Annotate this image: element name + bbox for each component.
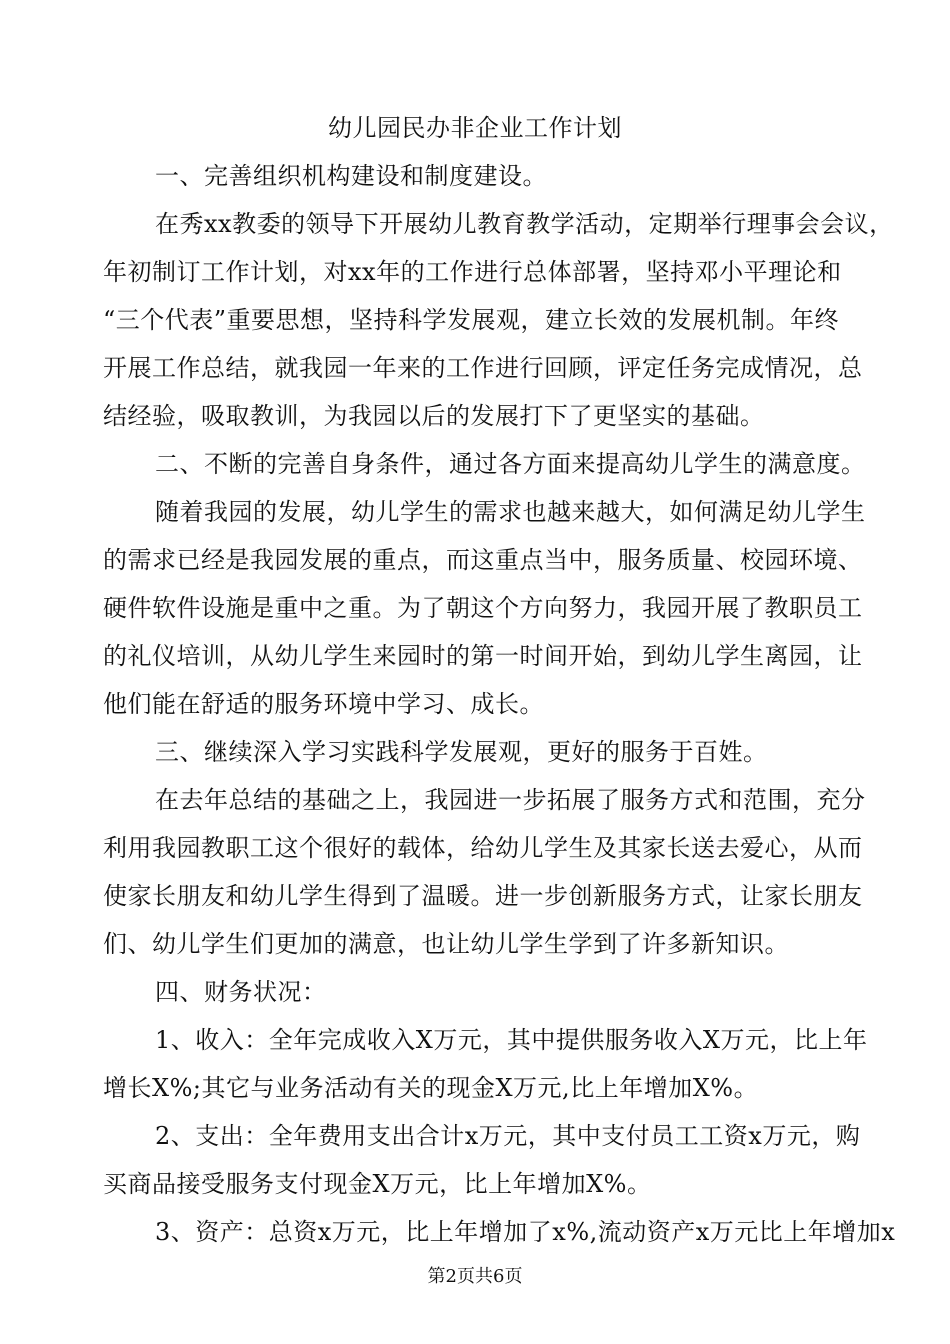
paragraph-line: 的需求已经是我园发展的重点，而这重点当中，服务质量、校园环境、 <box>103 546 863 574</box>
section-heading-1: 一、完善组织机构建设和制度建设。 <box>155 162 547 190</box>
paragraph-line: 年初制订工作计划，对xx年的工作进行总体部署，坚持邓小平理论和 <box>103 258 842 286</box>
paragraph-line: 在秀xx教委的领导下开展幼儿教育教学活动，定期举行理事会会议， <box>155 210 894 238</box>
paragraph-line: 增长X%;其它与业务活动有关的现金X万元,比上年增加X%。 <box>103 1074 759 1102</box>
paragraph-line: 随着我园的发展，幼儿学生的需求也越来越大，如何满足幼儿学生 <box>155 498 866 526</box>
paragraph-line: “三个代表”重要思想，坚持科学发展观，建立长效的发展机制。年终 <box>103 306 840 334</box>
paragraph-line: 他们能在舒适的服务环境中学习、成长。 <box>103 690 544 718</box>
paragraph-line: 的礼仪培训，从幼儿学生来园时的第一时间开始，到幼儿学生离园，让 <box>103 642 863 670</box>
paragraph-line: 买商品接受服务支付现金X万元，比上年增加X%。 <box>103 1170 652 1198</box>
paragraph-line: 利用我园教职工这个很好的载体，给幼儿学生及其家长送去爱心，从而 <box>103 834 863 862</box>
paragraph-line: 们、幼儿学生们更加的满意，也让幼儿学生学到了许多新知识。 <box>103 930 789 958</box>
page-number: 第2页共6页 <box>427 1266 523 1287</box>
section-heading-4: 四、财务状况： <box>155 978 327 1006</box>
section-heading-2: 二、不断的完善自身条件，通过各方面来提高幼儿学生的满意度。 <box>155 450 866 478</box>
paragraph-line: 结经验，吸取教训，为我园以后的发展打下了更坚实的基础。 <box>103 402 765 430</box>
finance-item-assets: 3、资产：总资x万元，比上年增加了x%,流动资产x万元比上年增加x <box>155 1218 896 1246</box>
paragraph-line: 在去年总结的基础之上，我园进一步拓展了服务方式和范围，充分 <box>155 786 866 814</box>
finance-item-expense: 2、支出：全年费用支出合计x万元，其中支付员工工资x万元，购 <box>155 1122 861 1150</box>
section-heading-3: 三、继续深入学习实践科学发展观，更好的服务于百姓。 <box>155 738 768 766</box>
document-title: 幼儿园民办非企业工作计划 <box>328 114 622 142</box>
finance-item-income: 1、收入：全年完成收入X万元，其中提供服务收入X万元，比上年 <box>155 1026 868 1054</box>
paragraph-line: 使家长朋友和幼儿学生得到了温暖。进一步创新服务方式，让家长朋友 <box>103 882 863 910</box>
paragraph-line: 开展工作总结，就我园一年来的工作进行回顾，评定任务完成情况，总 <box>103 354 863 382</box>
paragraph-line: 硬件软件设施是重中之重。为了朝这个方向努力，我园开展了教职员工 <box>103 594 863 622</box>
